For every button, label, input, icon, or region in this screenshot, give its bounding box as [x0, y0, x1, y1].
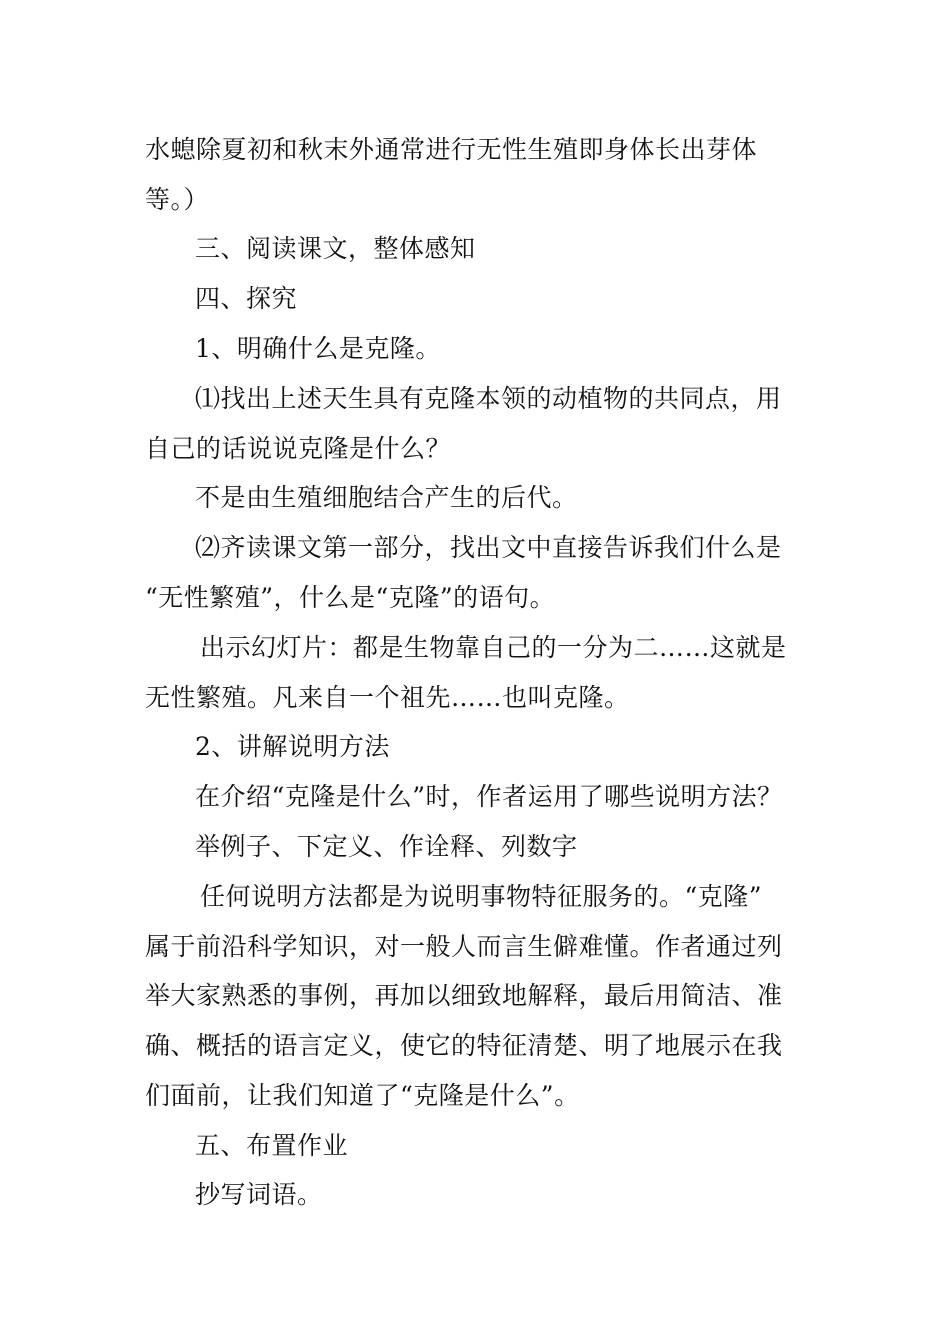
section-heading: 五、布置作业 [195, 1131, 349, 1160]
paragraph-line: 抄写词语。 [195, 1180, 323, 1209]
paragraph-line: 不是由生殖细胞结合产生的后代。 [195, 483, 578, 512]
subsection-heading: 1、明确什么是克隆。 [195, 334, 441, 363]
paragraph-line: 任何说明方法都是为说明事物特征服务的。“克隆” [200, 882, 763, 911]
paragraph-line: ⑵齐读课文第一部分，找出文中直接告诉我们什么是 [195, 533, 782, 562]
paragraph-line: 举例子、下定义、作诠释、列数字 [195, 832, 578, 861]
paragraph-line: 在介绍“克隆是什么”时，作者运用了哪些说明方法？ [195, 782, 783, 811]
paragraph-line: 属于前沿科学知识，对一般人而言生僻难懂。作者通过列 [145, 932, 783, 961]
paragraph-line: 等。） [145, 185, 210, 214]
paragraph-line: 举大家熟悉的事例，再加以细致地解释，最后用简洁、准 [145, 981, 783, 1010]
paragraph-line: 水螅除夏初和秋末外通常进行无性生殖即身体长出芽体 [145, 135, 758, 164]
paragraph-line: “无性繁殖”，什么是“克隆”的语句。 [145, 583, 556, 612]
paragraph-line: ⑴找出上述天生具有克隆本领的动植物的共同点，用 [195, 384, 782, 413]
section-heading: 三、阅读课文，整体感知 [195, 234, 476, 263]
paragraph-line: 自己的话说说克隆是什么？ [145, 434, 452, 463]
paragraph-line: 无性繁殖。凡来自一个祖先……也叫克隆。 [145, 683, 630, 712]
paragraph-line: 确、概括的语言定义，使它的特征清楚、明了地展示在我 [145, 1031, 783, 1060]
paragraph-line: 出示幻灯片：都是生物靠自己的一分为二……这就是 [200, 633, 787, 662]
paragraph-line: 们面前，让我们知道了“克隆是什么”。 [145, 1081, 580, 1110]
subsection-heading: 2、讲解说明方法 [195, 732, 390, 761]
section-heading: 四、探究 [195, 284, 298, 313]
